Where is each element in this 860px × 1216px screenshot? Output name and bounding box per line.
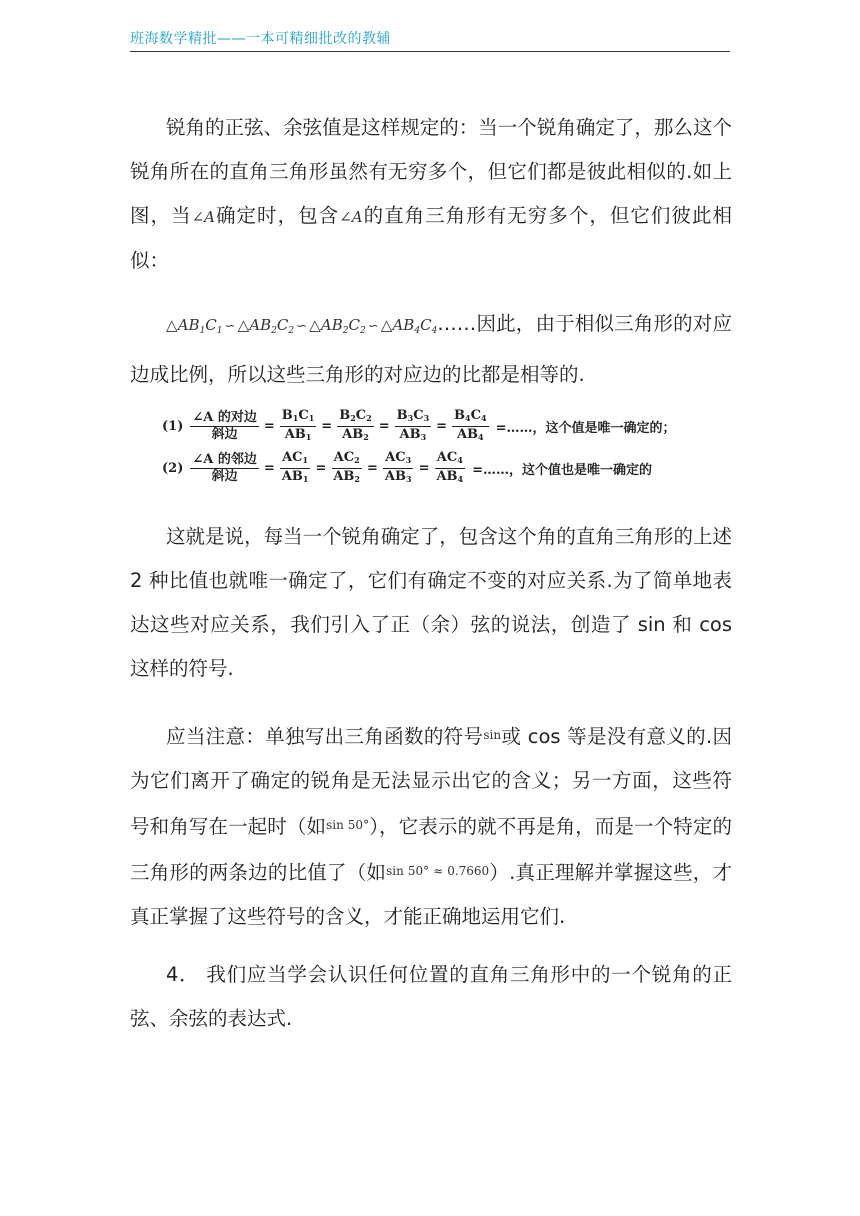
p4-text-3: ），它表示的就不再是角，而是一个特定的三角形的两条边的比值了（如 (130, 815, 732, 884)
formula-tail: =……，这个值是唯一确定的； (495, 420, 676, 436)
angle-a-symbol: ∠A (339, 208, 363, 226)
sin-symbol: sin (483, 728, 502, 742)
ratio-formulas (162, 402, 682, 492)
paragraph-similar-triangles (130, 302, 732, 397)
fraction-term: $\frac{AC4}{AB4}$ (436, 449, 464, 484)
triangle-4: $\triangle AB_4C_4$ (380, 316, 438, 336)
similar-symbol: ∽ (367, 319, 379, 334)
paragraph-sin-cos-intro: 这就是说，每当一个锐角确定了，包含这个角的直角三角形的上述 2 种比值也就唯一确定了，它们有确定不变的对应关系.为了简单地表达这些对应关系，我们引入了正（余）弦的说法，创造了 sin 和 cos 这样的符号. (130, 525, 732, 680)
formula-tail: =……，这个值也是唯一确定的 (472, 462, 653, 478)
triangle-2: $\triangle AB_2C_2$ (237, 316, 295, 336)
similar-symbol: ∽ (296, 319, 308, 334)
formula-label: (1) (162, 418, 184, 434)
sin-50-value-example: sin 50° ≈ 0.7660 (386, 864, 490, 878)
fraction-term: $\frac{AC1}{AB1}$ (281, 449, 309, 484)
fraction-term: $\frac{AC2}{AB2}$ (333, 449, 360, 484)
p1-text-2: 确定时，包含 (214, 204, 340, 227)
paragraph-definition (130, 106, 732, 283)
p4-text-4: ）.真正理解并掌握这些，才真正掌握了这些符号的含义，才能正确地运用它们. (130, 861, 733, 928)
header-title: 班海数学精批——一本可精细批改的教辅 (130, 31, 391, 47)
fraction-term: $\frac{B3C3}{AB3}$ (396, 407, 430, 442)
triangle-1: $\triangle AB_1C_1$ (166, 316, 223, 336)
formula-label: (2) (162, 460, 184, 476)
fraction-term: $\frac{AC3}{AB3}$ (384, 449, 412, 484)
fraction-lead: $\frac{\text{∠A 的对边}}{\text{斜边}}$ (192, 409, 257, 442)
fraction-lead: $\frac{\text{∠A 的邻边}}{\text{斜边}}$ (192, 451, 257, 484)
sin-50-example: sin 50° (326, 818, 370, 832)
fraction-term: $\frac{B2C2}{AB2}$ (339, 407, 372, 442)
p2-text: ……因此，由于相似三角形的对应边成比例，所以这些三角形的对应边的比都是相等的. (130, 312, 732, 386)
p1-text-3: 的直角三角形有无穷多个，但它们彼此相似： (130, 204, 732, 272)
triangle-3: $\triangle AB_2C_2$ (309, 316, 366, 336)
angle-a-symbol: ∠A (191, 208, 215, 226)
fraction-term: $\frac{B4C4}{AB4}$ (454, 407, 487, 442)
page-header (130, 28, 730, 52)
paragraph-note (130, 713, 732, 939)
p4-text-2: 或 cos 等是没有意义的.因为它们离开了确定的锐角是无法显示出它的含义；另一方面，这些符号和角写在一起时（如 (130, 725, 732, 838)
fraction-term: $\frac{B1C1}{AB1}$ (281, 407, 315, 442)
paragraph-point-4: 4． 我们应当学会认识任何位置的直角三角形中的一个锐角的正弦、余弦的表达式. (130, 963, 732, 1030)
formula-row-opposite: (1) $\frac{\text{∠A 的对边}}{\text{斜边}}$ = $\frac{B1C1}{AB1}$ = $\frac{B2C2}{AB2}$ = $\frac{B3C3}{AB3}$ = $\frac{B4C4}{AB4}$ =……，这个值是唯一确定的； (162, 406, 675, 446)
formula-row-adjacent: (2) $\frac{\text{∠A 的邻边}}{\text{斜边}}$ = $\frac{AC1}{AB1}$ = $\frac{AC2}{AB2}$ = $\frac{AC3}{AB3}$ = $\frac{AC4}{AB4}$ =……，这个值也是唯一确定的 (162, 448, 652, 488)
p4-text-1: 应当注意：单独写出三角函数的符号 (166, 725, 484, 748)
similar-symbol: ∽ (224, 319, 236, 334)
p1-text-1: 锐角的正弦、余弦值是这样规定的：当一个锐角确定了，那么这个锐角所在的直角三角形虽然有无穷多个，但它们都是彼此相似的.如上图，当 (130, 116, 732, 227)
